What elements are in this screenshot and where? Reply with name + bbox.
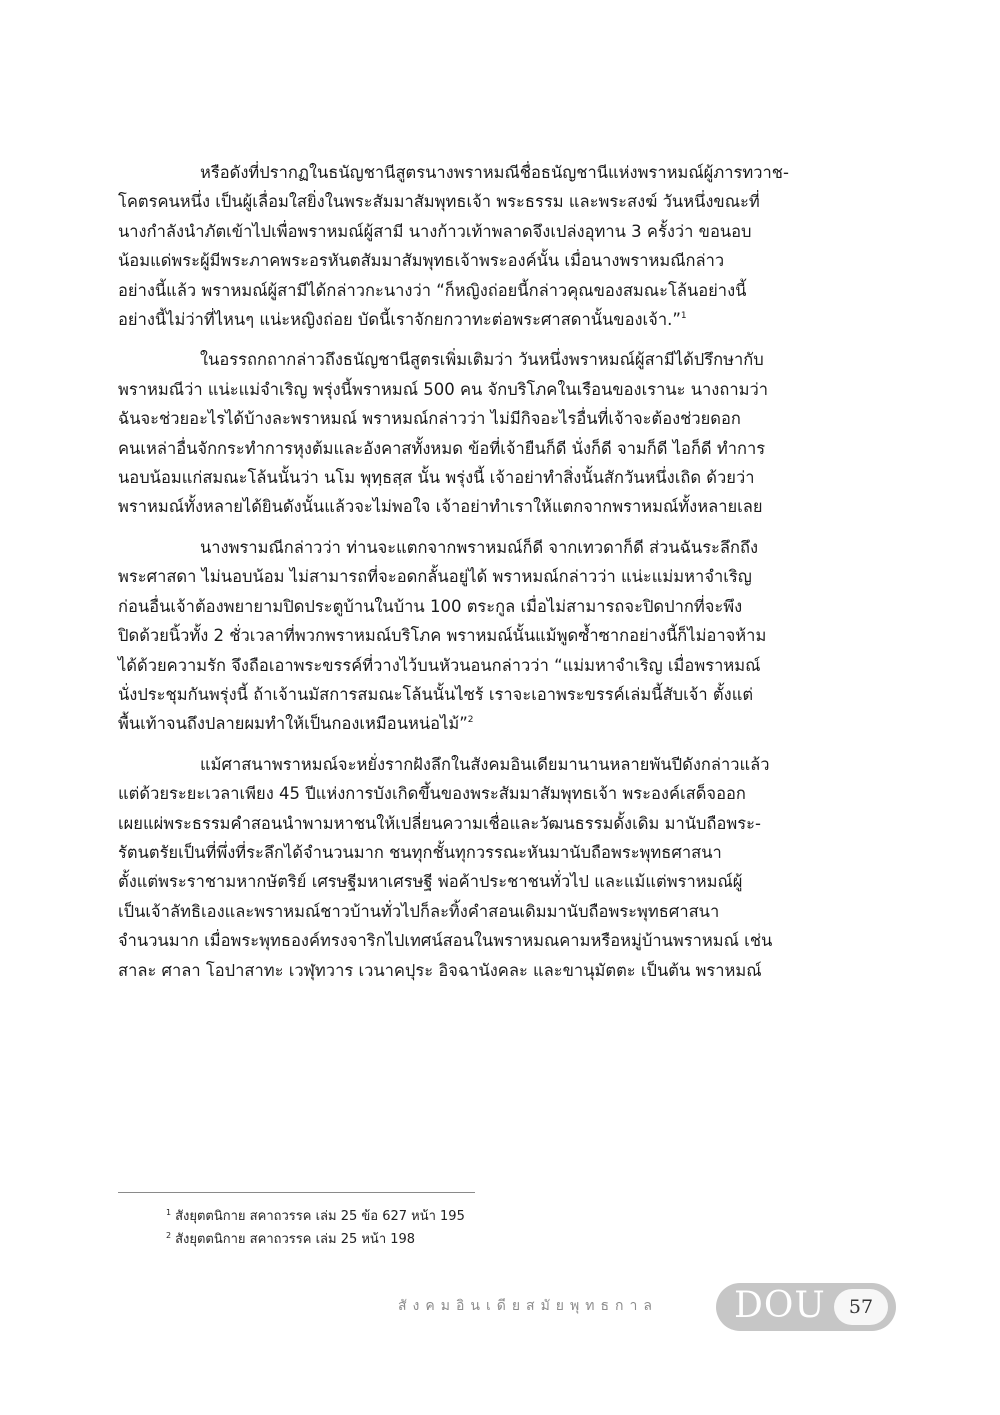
text-line: ตั้งแต่พระราชามหากษัตริย์ เศรษฐีมหาเศรษฐี พ่อค้าประชาชนทั่วไป และแม้แต่พราหมณ์ผู้	[118, 872, 743, 892]
footnote-1	[166, 1205, 866, 1228]
dou-logo: DOU	[734, 1285, 826, 1326]
text-line: หรือดังที่ปรากฏในธนัญชานีสูตรนางพราหมณีชื่อธนัญชานีแห่งพราหมณ์ผู้ภารทวาช-	[200, 163, 789, 182]
paragraph-3	[118, 533, 896, 739]
footnotes	[166, 1205, 866, 1251]
text-line: คนเหล่าอื่นจักกระทำการหุงต้มและอังคาสทั้งหมด ข้อที่เจ้ายืนก็ดี นั่งก็ดี จามก็ดี ไอก็ดี ทำการ	[118, 438, 766, 458]
text-line: รัตนตรัยเป็นที่พึ่งที่ระลึกได้จำนวนมาก ชนทุกชั้นทุกวรรณะหันมานับถือพระพุทธศาสนา	[118, 842, 722, 862]
text-line	[118, 305, 896, 334]
footnote-number: 1	[166, 1208, 172, 1217]
text-line: พระศาสดา ไม่นอบน้อม ไม่สามารถที่จะอดกลั้นอยู่ได้ พราหมณ์กล่าวว่า แน่ะแม่มหาจำเริญ	[118, 567, 752, 587]
text-line: นั่งประชุมกันพรุ่งนี้ ถ้าเจ้านมัสการสมณะโล้นนั้นไซร้ เราจะเอาพระขรรค์เล่มนี้สับเจ้า ตั้งแต่	[118, 684, 754, 704]
text-line: ได้ด้วยความรัก จึงถือเอาพระขรรค์ที่วางไว้บนหัวนอนกล่าวว่า “แม่มหาจำเริญ เมื่อพราหมณ์	[118, 655, 761, 675]
text-line-content: อย่างนี้ไม่ว่าที่ไหนๆ แน่ะหญิงถ่อย บัดนี้เราจักยกวาทะต่อพระศาสดานั้นของเจ้า.”	[118, 310, 681, 330]
paragraph-4	[118, 750, 896, 985]
footnote-ref-1[interactable]: 1	[680, 311, 687, 322]
footnote-text: สังยุตตนิกาย สคาถวรรค เล่ม 25 ข้อ 627 หน้า 195	[175, 1209, 465, 1224]
footnote-text: สังยุตตนิกาย สคาถวรรค เล่ม 25 หน้า 198	[175, 1232, 416, 1247]
footnote-ref-2[interactable]: 2	[467, 715, 474, 726]
text-line: นอบน้อมแก่สมณะโล้นนั้นว่า นโม พุทฺธสฺส นั้น พรุ่งนี้ เจ้าอย่าทำสิ่งนั้นสักวันหนึ่งเถิด ด้วยว่า	[118, 468, 755, 488]
text-line: สาละ ศาลา โอปาสาทะ เวฬุทวาร เวนาคปุระ อิจฉานังคละ และขานุมัตตะ เป็นต้น พราหมณ์	[118, 960, 762, 980]
text-line: แต่ด้วยระยะเวลาเพียง 45 ปีแห่งการบังเกิดขึ้นของพระสัมมาสัมพุทธเจ้า พระองค์เสด็จออก	[118, 784, 746, 804]
text-line: ในอรรถกถากล่าวถึงธนัญชานีสูตรเพิ่มเติมว่า วันหนึ่งพราหมณ์ผู้สามีได้ปรึกษากับ	[200, 350, 764, 370]
text-line: น้อมแด่พระผู้มีพระภาคพระอรหันตสัมมาสัมพุทธเจ้าพระองค์นั้น เมื่อนางพราหมณีกล่าว	[118, 251, 725, 271]
text-line: ฉันจะช่วยอะไรได้บ้างละพราหมณ์ พราหมณ์กล่าวว่า ไม่มีกิจอะไรอื่นที่เจ้าจะต้องช่วยดอก	[118, 409, 741, 429]
running-title: สังคมอินเดียสมัยพุทธกาล	[398, 1298, 658, 1314]
text-line	[118, 709, 896, 738]
text-line: เผยแผ่พระธรรมคำสอนนำพามหาชนให้เปลี่ยนความเชื่อและวัฒนธรรมดั้งเดิม มานับถือพระ-	[118, 813, 761, 833]
footnote-number: 2	[166, 1231, 172, 1240]
text-line-content: พื้นเท้าจนถึงปลายผมทำให้เป็นกองเหมือนหน่อไม้”	[118, 714, 468, 734]
text-line: พราหมณ์ทั้งหลายได้ยินดังนั้นแล้วจะไม่พอใจ เจ้าอย่าทำเราให้แตกจากพราหมณ์ทั้งหลายเลย	[118, 497, 763, 517]
text-line: นางกำลังนำภัตเข้าไปเพื่อพราหมณ์ผู้สามี นางก้าวเท้าพลาดจึงเปล่งอุทาน 3 ครั้งว่า ขอนอบ	[118, 221, 752, 241]
text-line: โคตรคนหนึ่ง เป็นผู้เลื่อมใสยิ่งในพระสัมมาสัมพุทธเจ้า พระธรรม และพระสงฆ์ วันหนึ่งขณะที่	[118, 192, 760, 212]
text-line: พราหมณีว่า แน่ะแม่จำเริญ พรุ่งนี้พราหมณ์ 500 คน จักบริโภคในเรือนของเรานะ นางถามว่า	[118, 379, 769, 399]
text-line: จำนวนมาก เมื่อพระพุทธองค์ทรงจาริกไปเทศน์สอนในพราหมณคามหรือหมู่บ้านพราหมณ์ เช่น	[118, 931, 773, 951]
text-line: เป็นเจ้าลัทธิเองและพราหมณ์ชาวบ้านทั่วไปก็ละทิ้งคำสอนเดิมมานับถือพระพุทธศาสนา	[118, 901, 720, 921]
text-line: ปิดด้วยนิ้วทั้ง 2 ชั่วเวลาที่พวกพราหมณ์บริโภค พราหมณ์นั้นแม้พูดซ้ำซากอย่างนี้ก็ไม่อาจห้าม	[118, 626, 767, 646]
page-number: 57	[834, 1289, 888, 1325]
text-line: ก่อนอื่นเจ้าต้องพยายามปิดประตูบ้านในบ้าน 100 ตระกูล เมื่อไม่สามารถจะปิดปากที่จะพึง	[118, 596, 743, 616]
body-text	[118, 158, 896, 996]
text-line: แม้ศาสนาพราหมณ์จะหยั่งรากฝังลึกในสังคมอินเดียมานานหลายพันปีดังกล่าวแล้ว	[200, 754, 770, 774]
text-line: อย่างนี้แล้ว พราหมณ์ผู้สามีได้กล่าวกะนางว่า “ก็หญิงถ่อยนี้กล่าวคุณของสมณะโล้นอย่างนี้	[118, 280, 747, 300]
text-line: นางพรามณีกล่าวว่า ท่านจะแตกจากพราหมณ์ก็ดี จากเทวดาก็ดี ส่วนฉันระลึกถึง	[200, 537, 759, 557]
page-badge	[716, 1283, 896, 1331]
paragraph-1	[118, 158, 896, 334]
footnote-2	[166, 1228, 866, 1251]
paragraph-2	[118, 345, 896, 521]
footnote-divider	[118, 1192, 475, 1193]
